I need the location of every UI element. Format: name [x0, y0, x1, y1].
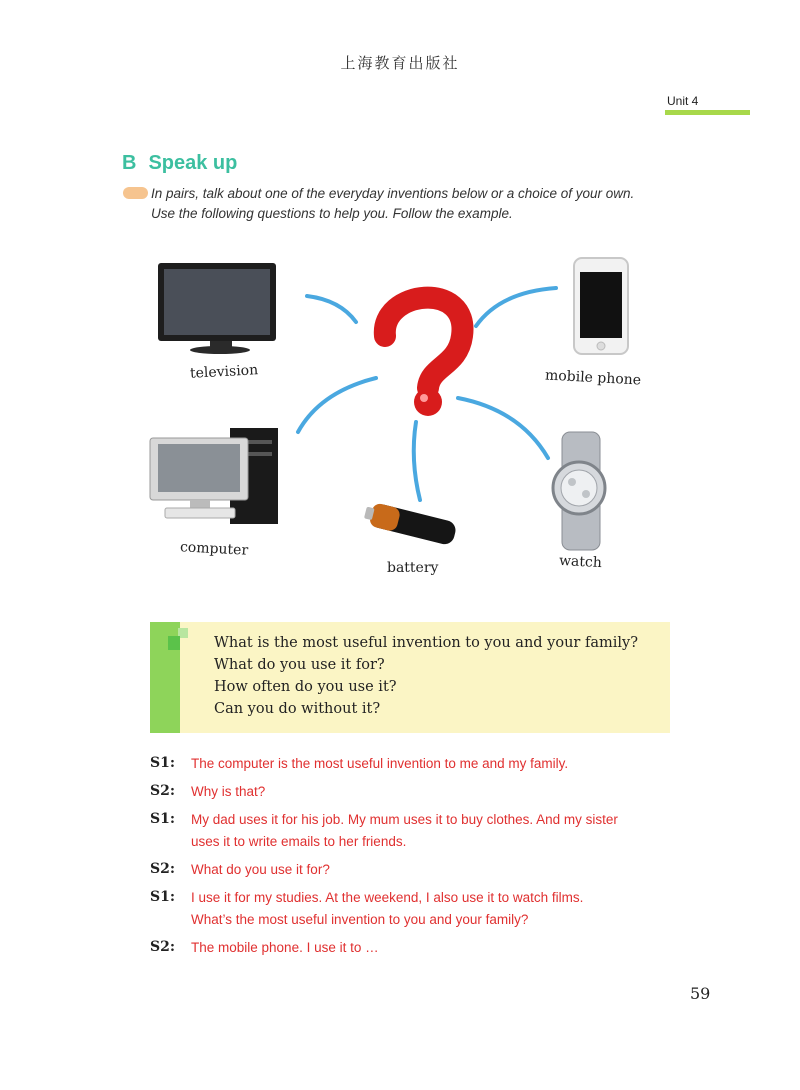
watch-icon [553, 432, 605, 550]
decor-square [168, 636, 180, 650]
arc-television [307, 296, 356, 322]
speaker-label: S2: [150, 861, 176, 877]
section-title: Speak up [148, 152, 238, 174]
arc-battery [414, 422, 420, 500]
speaker-label: S2: [150, 783, 176, 799]
dialogue-line: What’s the most useful invention to you and your family? [191, 912, 529, 927]
label-watch: watch [558, 552, 603, 572]
arc-watch [458, 398, 548, 458]
battery-icon [363, 501, 458, 547]
question-item: How often do you use it? [214, 679, 397, 695]
question-mark-icon [385, 298, 463, 416]
arc-mobile-phone [476, 288, 556, 326]
label-computer: computer [179, 539, 249, 559]
dialogue-line: Why is that? [191, 784, 266, 799]
computer-icon [150, 428, 278, 524]
questions-box [150, 622, 670, 733]
speaker-label: S1: [150, 755, 176, 771]
page-number: 59 [690, 984, 711, 1003]
dialogue-line: My dad uses it for his job. My mum uses it to buy clothes. And my sister [191, 812, 618, 827]
speaker-label: S2: [150, 939, 176, 955]
dialogue-line: The computer is the most useful invention to me and my family. [191, 756, 569, 771]
label-television: television [189, 362, 259, 382]
dialogue-line: I use it for my studies. At the weekend, I also use it to watch films. [191, 890, 584, 905]
question-item: What is the most useful invention to you and your family? [214, 635, 638, 651]
arc-computer [298, 378, 376, 432]
instruction-line-1: In pairs, talk about one of the everyday inventions below or a choice of your own. [151, 186, 635, 201]
question-item: Can you do without it? [214, 701, 381, 717]
dialogue-line: uses it to write emails to her friends. [191, 834, 407, 849]
label-battery: battery [387, 560, 439, 576]
television-icon [158, 263, 276, 354]
question-item: What do you use it for? [214, 657, 385, 673]
unit-label: Unit 4 [667, 94, 699, 108]
dialogue-line: What do you use it for? [191, 862, 330, 877]
instruction-line-2: Use the following questions to help you. Follow the example. [151, 206, 513, 221]
publisher-header: 上海教育出版社 [340, 54, 460, 72]
dialogue-line: The mobile phone. I use it to … [191, 940, 379, 955]
section-letter: B [122, 152, 137, 174]
mobile-phone-icon [574, 258, 628, 354]
speaker-label: S1: [150, 811, 176, 827]
speaker-label: S1: [150, 889, 176, 905]
label-mobile-phone: mobile phone [544, 367, 642, 389]
